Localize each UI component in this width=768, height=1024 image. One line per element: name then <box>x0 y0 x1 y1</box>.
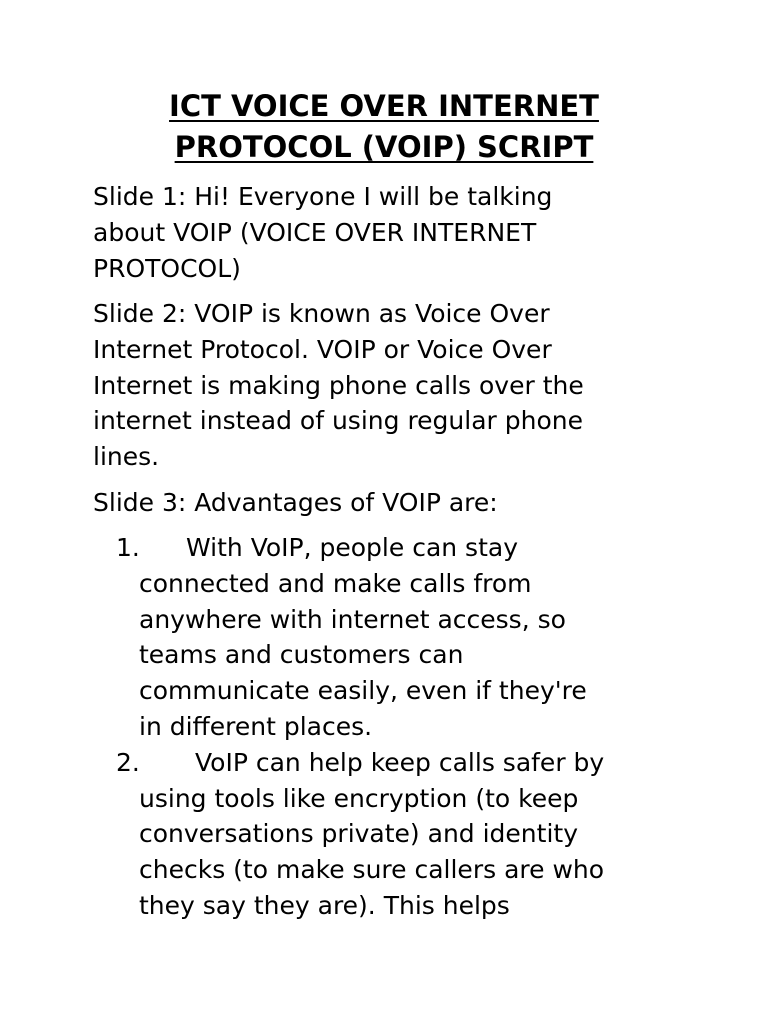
document-title-line-2: PROTOCOL (VOIP) SCRIPT <box>174 130 594 164</box>
document-title-line-1: ICT VOICE OVER INTERNET <box>169 89 599 123</box>
advantage-2-line-4: checks (to make sure callers are who <box>139 855 605 884</box>
advantage-1-line-2: connected and make calls from <box>139 569 532 598</box>
slide2-line-2: Internet Protocol. VOIP or Voice Over <box>93 335 552 364</box>
slide1-line-2: about VOIP (VOICE OVER INTERNET <box>93 218 537 247</box>
advantage-2-line-2: using tools like encryption (to keep <box>139 784 579 813</box>
slide2-line-4: internet instead of using regular phone <box>93 406 583 435</box>
advantage-1-line-1: With VoIP, people can stay <box>186 533 518 562</box>
advantage-2-line-1: VoIP can help keep calls safer by <box>195 748 605 777</box>
advantage-2-number: 2. <box>116 748 140 777</box>
advantage-2-line-5: they say they are). This helps <box>139 891 510 920</box>
slide1-line-1: Slide 1: Hi! Everyone I will be talking <box>93 182 553 211</box>
advantage-1-line-4: teams and customers can <box>139 640 464 669</box>
advantage-1-line-5: communicate easily, even if they're <box>139 676 587 705</box>
slide1-line-3: PROTOCOL) <box>93 254 241 283</box>
advantage-1-number: 1. <box>116 533 140 562</box>
slide2-line-3: Internet is making phone calls over the <box>93 371 584 400</box>
advantage-1-line-3: anywhere with internet access, so <box>139 605 566 634</box>
advantage-2-line-3: conversations private) and identity <box>139 819 579 848</box>
slide3-heading: Slide 3: Advantages of VOIP are: <box>93 488 498 517</box>
slide2-line-5: lines. <box>93 442 160 471</box>
advantage-1-line-6: in different places. <box>139 712 373 741</box>
slide2-line-1: Slide 2: VOIP is known as Voice Over <box>93 299 550 328</box>
